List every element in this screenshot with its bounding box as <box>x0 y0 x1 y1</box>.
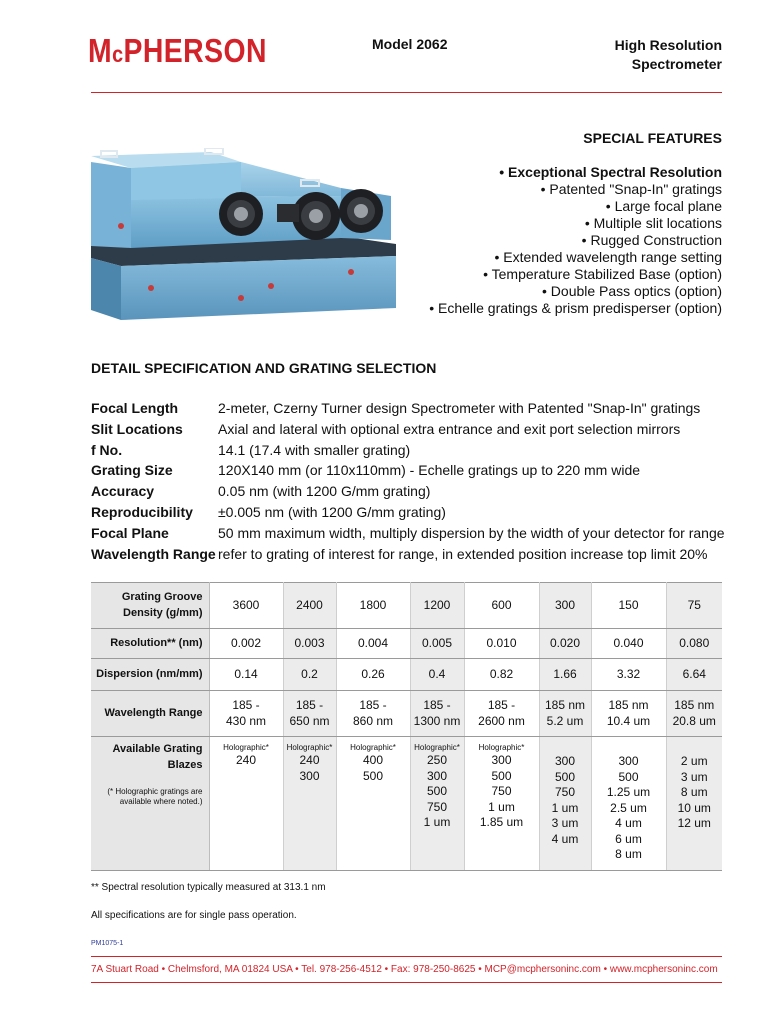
blaze-value: 400 <box>362 753 384 767</box>
table-cell <box>283 737 336 871</box>
blaze-value: 1 um <box>423 815 451 829</box>
blaze-list <box>339 753 408 784</box>
feature-item: • Multiple slit locations <box>584 215 722 231</box>
table-cell: 3.32 <box>591 659 666 691</box>
spec-list <box>91 398 725 564</box>
spec-label: Wavelength Range <box>91 545 216 562</box>
header-divider <box>91 92 722 93</box>
table-cell: 150 <box>591 583 666 629</box>
table-cell <box>209 691 283 737</box>
product-title-line1: High Resolution <box>614 37 722 53</box>
row-label: Resolution** (nm) <box>91 629 209 659</box>
table-cell <box>591 737 666 871</box>
spec-row <box>91 502 725 523</box>
table-cell: 0.004 <box>336 629 410 659</box>
blaze-value: 300 <box>618 754 639 768</box>
blaze-value: 2 um <box>680 754 708 768</box>
resolution-footnote: ** Spectral resolution typically measured at 313.1 nm <box>91 882 326 893</box>
blaze-value: 750 <box>554 785 576 799</box>
blazes-row <box>91 737 722 871</box>
model-number: Model 2062 <box>372 36 448 52</box>
blaze-value: 300 <box>426 768 448 783</box>
spec-label: f No. <box>91 441 123 458</box>
spec-row <box>91 523 725 544</box>
blaze-value: 240 <box>299 753 320 767</box>
spec-label: Reproducibility <box>91 503 193 520</box>
holographic-tag: Holographic* <box>414 743 460 752</box>
row-label: Grating Groove Density (g/mm) <box>91 583 209 629</box>
holographic-tag: Holographic* <box>478 743 525 752</box>
table-cell: 6.64 <box>666 659 722 691</box>
blaze-list <box>212 753 281 769</box>
blaze-value: 8 um <box>680 785 708 799</box>
blaze-list <box>413 753 462 831</box>
feature-item: • Rugged Construction <box>581 232 722 248</box>
table-cell: 600 <box>464 583 539 629</box>
table-cell <box>666 691 722 737</box>
wavelength-value: 1300 nm <box>413 713 461 728</box>
blaze-list <box>467 753 537 831</box>
blaze-list <box>594 754 664 863</box>
wavelength-value: 185 nm <box>544 698 586 712</box>
wavelength-value: 860 nm <box>352 713 394 728</box>
feature-item: • Temperature Stabilized Base (option) <box>483 266 722 282</box>
blaze-value: 12 um <box>677 816 711 830</box>
blaze-value: 1.85 um <box>479 815 524 829</box>
blaze-value: 500 <box>491 768 512 783</box>
wavelength-value: 185 - <box>359 698 387 712</box>
blaze-value: 6 um <box>615 831 642 846</box>
spec-label: Focal Plane <box>91 524 169 541</box>
spec-row <box>91 481 725 502</box>
table-cell: 0.14 <box>209 659 283 691</box>
blaze-value: 1 um <box>551 800 579 815</box>
feature-item: • Patented "Snap-In" gratings <box>540 181 722 197</box>
resolution-row <box>91 629 722 659</box>
spec-value: refer to grating of interest for range, in extended position increase top limit 20% <box>218 545 708 562</box>
table-cell <box>539 691 591 737</box>
wavelength-row <box>91 691 722 737</box>
spec-row <box>91 440 725 461</box>
blaze-value: 750 <box>426 799 448 814</box>
wavelength-value: 185 nm <box>608 698 649 712</box>
wavelength-value: 185 - <box>295 698 324 712</box>
spec-value: Axial and lateral with optional extra entrance and exit port selection mirrors <box>218 420 681 437</box>
spec-value: 50 mm maximum width, multiply dispersion by the width of your detector for range <box>218 524 725 541</box>
footer-contact: 7A Stuart Road • Chelmsford, MA 01824 USA • Tel. 978-256-4512 • Fax: 978-250-8625 • MCP@mcphersoninc.com • www.mcphersoninc.com <box>91 964 718 975</box>
blaze-value: 250 <box>426 753 448 767</box>
table-cell: 0.26 <box>336 659 410 691</box>
table-cell: 0.005 <box>410 629 464 659</box>
table-cell <box>410 691 464 737</box>
blaze-value: 500 <box>362 768 384 783</box>
blaze-value: 300 <box>299 768 320 783</box>
feature-item: • Large focal plane <box>605 198 722 214</box>
logo-text-m: M <box>88 32 113 69</box>
special-features-title: SPECIAL FEATURES <box>583 130 722 146</box>
spec-label: Grating Size <box>91 462 173 479</box>
blazes-label: Available Grating Blazes <box>112 743 203 771</box>
spec-row <box>91 460 725 481</box>
holographic-tag: Holographic* <box>286 743 333 752</box>
table-cell: 0.040 <box>591 629 666 659</box>
wavelength-value: 10.4 um <box>606 713 651 728</box>
blaze-value: 3 um <box>680 769 708 784</box>
product-title-line2: Spectrometer <box>631 56 722 72</box>
wavelength-value: 5.2 um <box>546 713 584 728</box>
spec-value: 120X140 mm (or 110x110mm) - Echelle gratings up to 220 mm wide <box>218 462 641 479</box>
table-cell <box>336 691 410 737</box>
holographic-note: (* Holographic gratings are available where noted.) <box>107 787 203 806</box>
grating-table <box>91 582 722 871</box>
blaze-value: 10 um <box>677 800 711 815</box>
row-label <box>91 737 209 871</box>
table-cell <box>464 691 539 737</box>
table-cell: 1200 <box>410 583 464 629</box>
table-cell <box>666 737 722 871</box>
table-cell <box>591 691 666 737</box>
wavelength-value: 20.8 um <box>672 713 716 728</box>
blaze-value: 4 um <box>615 816 642 830</box>
row-label: Wavelength Range <box>91 691 209 737</box>
table-cell: 2400 <box>283 583 336 629</box>
wavelength-value: 185 - <box>423 698 451 712</box>
logo-text-c: c <box>112 41 124 67</box>
spec-label: Focal Length <box>91 400 179 416</box>
table-cell <box>283 691 336 737</box>
blaze-list <box>286 753 334 784</box>
table-cell: 0.020 <box>539 629 591 659</box>
feature-item: • Echelle gratings & prism predisperser (option) <box>429 300 722 316</box>
wavelength-value: 185 - <box>487 698 516 712</box>
table-cell <box>336 737 410 871</box>
special-features-list <box>429 164 722 317</box>
spec-label: Accuracy <box>91 483 155 500</box>
spec-label: Slit Locations <box>91 420 183 437</box>
table-cell: 75 <box>666 583 722 629</box>
footer-divider-bottom <box>91 982 722 983</box>
table-cell: 0.82 <box>464 659 539 691</box>
spec-value: 2-meter, Czerny Turner design Spectrometer with Patented "Snap-In" gratings <box>218 400 701 416</box>
holographic-tag: Holographic* <box>223 743 269 752</box>
spec-value: 0.05 nm (with 1200 G/mm grating) <box>218 483 431 500</box>
wavelength-value: 2600 nm <box>478 713 525 728</box>
blaze-value: 1 um <box>488 799 515 814</box>
mcpherson-logo <box>88 31 267 74</box>
table-cell: 0.4 <box>410 659 464 691</box>
table-cell: 0.080 <box>666 629 722 659</box>
blaze-value: 750 <box>491 784 512 798</box>
row-label: Dispersion (nm/mm) <box>91 659 209 691</box>
table-cell: 0.003 <box>283 629 336 659</box>
wavelength-value: 650 nm <box>289 713 330 728</box>
blaze-value: 500 <box>554 769 576 784</box>
blaze-value: 500 <box>618 769 639 784</box>
dispersion-row <box>91 659 722 691</box>
table-cell: 1800 <box>336 583 410 629</box>
wavelength-value: 185 - <box>232 698 260 712</box>
feature-item: • Double Pass optics (option) <box>542 283 722 299</box>
document-code: PM1075-1 <box>91 940 124 947</box>
wavelength-value: 185 nm <box>674 698 715 712</box>
blaze-value: 1.25 um <box>606 785 651 799</box>
blaze-value: 500 <box>426 784 448 798</box>
table-cell: 0.2 <box>283 659 336 691</box>
detail-spec-title: DETAIL SPECIFICATION AND GRATING SELECTION <box>91 360 437 376</box>
table-cell: 3600 <box>209 583 283 629</box>
logo-text-pherson: PHERSON <box>123 32 267 69</box>
blaze-value: 3 um <box>551 816 579 830</box>
table-cell <box>464 737 539 871</box>
spec-row <box>91 398 725 419</box>
table-cell <box>209 737 283 871</box>
holographic-tag: Holographic* <box>350 743 396 752</box>
table-cell <box>410 737 464 871</box>
spec-row <box>91 544 725 565</box>
spec-value: 14.1 (17.4 with smaller grating) <box>218 441 411 458</box>
feature-item: • Exceptional Spectral Resolution <box>499 164 722 180</box>
product-title <box>615 36 722 74</box>
table-cell: 0.002 <box>209 629 283 659</box>
blaze-value: 4 um <box>551 831 579 846</box>
density-row <box>91 583 722 629</box>
table-cell: 1.66 <box>539 659 591 691</box>
blaze-value: 240 <box>235 753 257 767</box>
spectrometer-photo <box>91 148 421 323</box>
blaze-list <box>542 754 589 847</box>
blaze-value: 2.5 um <box>610 800 647 815</box>
single-pass-note: All specifications are for single pass operation. <box>91 910 297 921</box>
blaze-value: 8 um <box>615 847 642 861</box>
footer-divider-top <box>91 956 722 957</box>
blaze-value: 300 <box>554 754 576 768</box>
feature-item: • Extended wavelength range setting <box>494 249 722 265</box>
spec-row <box>91 419 725 440</box>
blaze-list <box>669 754 721 832</box>
table-cell: 300 <box>539 583 591 629</box>
spec-value: ±0.005 nm (with 1200 G/mm grating) <box>218 503 446 520</box>
table-cell <box>539 737 591 871</box>
wavelength-value: 430 nm <box>225 713 267 728</box>
table-cell: 0.010 <box>464 629 539 659</box>
blaze-value: 300 <box>491 753 512 767</box>
